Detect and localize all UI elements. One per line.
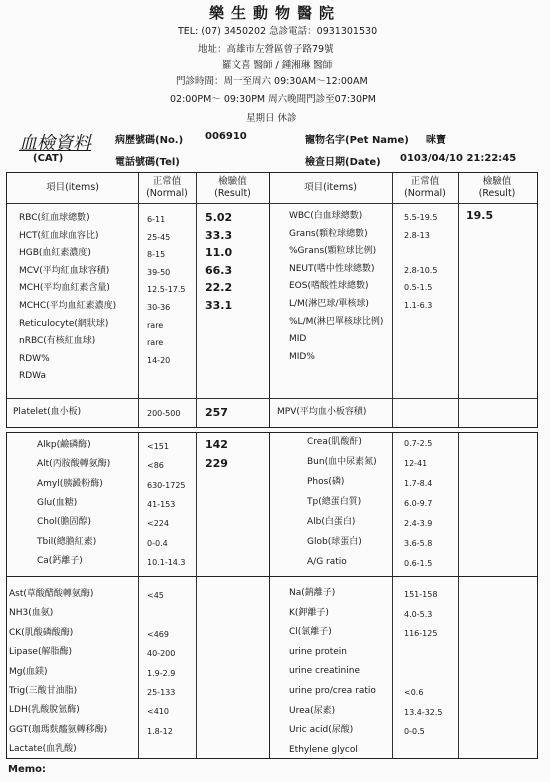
- clinic-hours-line1: 門診時間：周一至周六 09:30AM～12:00AM: [176, 76, 368, 87]
- clinic-hours-line2: 02:00PM～ 09:30PM 周六晚間門診至07:30PM: [170, 94, 376, 105]
- test-result: 229: [205, 457, 228, 471]
- species: (CAT): [33, 153, 64, 164]
- normal-range: 2.8-10.5: [404, 265, 438, 275]
- normal-range: 2.8-13: [404, 230, 430, 240]
- test-name: Bun(血中尿素氮): [307, 457, 377, 467]
- test-result: 22.2: [205, 281, 233, 295]
- test-name: Crea(肌酸酐): [307, 437, 362, 447]
- section-title: 血檢資料: [19, 133, 91, 154]
- col-header-result-en: (Result): [214, 188, 251, 199]
- test-name: K(鉀離子): [289, 607, 329, 618]
- normal-range: 0.5-1.5: [404, 283, 433, 293]
- test-result: 11.0: [205, 246, 233, 260]
- normal-range: 0.7-2.5: [404, 439, 433, 448]
- col-header-result: 檢驗值: [482, 176, 512, 187]
- memo-label: Memo:: [8, 764, 47, 775]
- test-name: HGB(血紅素濃度): [19, 248, 91, 259]
- normal-range: 25-133: [147, 688, 176, 697]
- test-name: A/G ratio: [307, 557, 347, 567]
- test-name: Na(鈉離子): [289, 588, 336, 598]
- test-name: Alkp(鹼磷酶): [37, 440, 91, 450]
- normal-range: 12-41: [404, 459, 428, 468]
- date-label: 檢查日期(Date): [305, 157, 381, 168]
- test-result: 33.1: [205, 299, 233, 312]
- cbc-table: [6, 172, 538, 428]
- test-name: nRBC(有核紅血球): [19, 336, 96, 347]
- normal-range: rare: [147, 338, 164, 348]
- test-name: Reticulocyte(網狀球): [19, 318, 109, 329]
- test-name: Chol(膽固醇): [37, 517, 92, 528]
- test-name: Amyl(胰澱粉酶): [37, 478, 103, 489]
- test-name: Trig(三酸甘油脂): [9, 686, 78, 696]
- test-name: GGT(珈瑪麩醯氨轉移酶): [9, 724, 108, 735]
- col-header-normal-en: (Normal): [404, 188, 446, 199]
- test-name: LDH(乳酸脫氫酶): [9, 705, 80, 716]
- test-name: Ast(草酸醋酸轉氨酶): [9, 589, 94, 599]
- test-name: L/M(淋巴球/單核球): [289, 299, 369, 309]
- normal-range: 10.1-14.3: [147, 557, 186, 567]
- col-header-normal: 正常值: [152, 176, 182, 187]
- col-header-normal-en: (Normal): [146, 188, 188, 199]
- test-result: 19.5: [466, 209, 494, 222]
- test-name: %Grans(顆粒球比例): [289, 246, 377, 257]
- record-label: 病歷號碼(No.): [115, 135, 184, 146]
- normal-range: rare: [147, 320, 164, 330]
- platelet-normal: 200-500: [147, 409, 181, 418]
- normal-range: 0-0.4: [147, 538, 168, 548]
- platelet-result: 257: [205, 406, 228, 419]
- test-name: EOS(嗜酸性球總數): [289, 281, 369, 292]
- mpv-name: MPV(平均血小板容積): [277, 407, 367, 417]
- platelet-name: Platelet(血小板): [13, 407, 82, 417]
- clinic-closed-day: 星期日 休診: [246, 113, 297, 124]
- pet-name-label: 寵物名字(Pet Name): [305, 135, 409, 146]
- test-name: Mg(血鎂): [9, 666, 48, 677]
- test-name: urine pro/crea ratio: [289, 686, 376, 696]
- normal-range: 39-50: [147, 267, 171, 277]
- normal-range: 116-125: [404, 629, 438, 639]
- test-name: HCT(紅血球血容比): [19, 230, 99, 241]
- normal-range: 6.0-9.7: [404, 499, 433, 508]
- test-name: Lipase(解脂酶): [9, 647, 72, 658]
- clinic-name: 樂生動物醫院: [208, 4, 341, 22]
- normal-range: 40-200: [147, 649, 176, 659]
- test-name: RDW%: [19, 353, 50, 364]
- normal-range: 1.7-8.4: [404, 479, 433, 488]
- test-name: Grans(顆粒球總數): [289, 228, 368, 239]
- col-header-normal: 正常值: [410, 176, 440, 187]
- clinic-phone: TEL: (07) 3450202 急診電話：0931301530: [178, 26, 378, 37]
- test-name: CK(肌酸磷酸酶): [9, 627, 74, 638]
- normal-range: 12.5-17.5: [147, 285, 186, 295]
- normal-range: 25-45: [147, 232, 171, 242]
- normal-range: 1.1-6.3: [404, 301, 433, 310]
- test-name: Alb(白蛋白): [307, 517, 356, 527]
- normal-range: <45: [147, 591, 164, 600]
- test-name: urine creatinine: [289, 666, 360, 677]
- test-name: Cl(氯離子): [289, 627, 332, 638]
- test-name: MCH(平均血紅素含量): [19, 283, 110, 294]
- test-name: Phos(磷): [307, 477, 345, 487]
- test-name: urine protein: [289, 646, 347, 657]
- normal-range: 8-15: [147, 250, 166, 260]
- normal-range: <410: [147, 707, 169, 717]
- test-name: MID%: [289, 351, 315, 362]
- test-name: Tbil(總膽紅素): [37, 536, 97, 547]
- col-header-result-en: (Result): [478, 188, 516, 199]
- test-name: MCV(平均紅血球容積): [19, 265, 110, 276]
- normal-range: 6-11: [147, 215, 166, 224]
- normal-range: 4.0-5.3: [404, 609, 433, 619]
- test-name: Glu(血糖): [37, 497, 78, 508]
- test-name: Tp(總蛋白質): [307, 497, 362, 507]
- test-name: Ethylene glycol: [289, 744, 358, 755]
- normal-range: 2.4-3.9: [404, 519, 433, 528]
- normal-range: 41-153: [147, 499, 176, 509]
- normal-range: <0.6: [404, 688, 424, 697]
- record-number: 006910: [205, 131, 247, 142]
- clinic-vets: 羅文喜 醫師 / 鍾湘琳 醫師: [222, 60, 333, 71]
- normal-range: 1.9-2.9: [147, 668, 176, 678]
- normal-range: <224: [147, 519, 169, 529]
- normal-range: 13.4-32.5: [404, 707, 443, 717]
- test-name: Alt(丙胺酸轉氨酶): [37, 459, 111, 470]
- test-name: Urea(尿素): [289, 705, 336, 716]
- pet-name: 咪寶: [426, 135, 446, 146]
- test-name: RBC(紅血球總數): [19, 213, 90, 223]
- test-name: Glob(球蛋白): [307, 537, 362, 547]
- chemistry-table-2: [6, 576, 538, 759]
- chemistry-table-1: [6, 432, 538, 577]
- test-result: 33.3: [205, 228, 233, 242]
- test-name: Uric acid(尿酸): [289, 725, 354, 736]
- exam-date: 0103/04/10 21:22:45: [400, 153, 517, 164]
- test-name: Ca(鈣離子): [37, 555, 83, 566]
- test-result: 142: [205, 438, 228, 451]
- normal-range: 5.5-19.5: [404, 213, 438, 222]
- test-name: Lactate(血乳酸): [9, 744, 77, 755]
- normal-range: 0.6-1.5: [404, 559, 433, 568]
- test-result: 66.3: [205, 263, 233, 277]
- normal-range: <469: [147, 629, 169, 639]
- phone-label: 電話號碼(Tel): [115, 157, 180, 168]
- normal-range: 630-1725: [147, 480, 186, 490]
- normal-range: 14-20: [147, 355, 171, 365]
- test-name: MCHC(平均血紅素濃度): [19, 301, 117, 311]
- test-name: %L/M(淋巴單核球比例): [289, 316, 384, 327]
- normal-range: 0-0.5: [404, 727, 425, 737]
- col-header-result: 檢驗值: [218, 176, 247, 187]
- col-header-item: 項目(items): [304, 182, 357, 193]
- test-name: NH3(血氨): [9, 608, 54, 619]
- test-name: MID: [289, 334, 307, 345]
- test-result: 5.02: [205, 211, 233, 224]
- normal-range: 30-36: [147, 303, 171, 312]
- normal-range: <151: [147, 442, 169, 451]
- col-header-item: 項目(items): [46, 182, 99, 193]
- test-name: RDWa: [19, 371, 47, 382]
- test-name: NEUT(嗜中性球總數): [289, 263, 375, 274]
- normal-range: 1.8-12: [147, 726, 173, 736]
- test-name: WBC(白血球總數): [289, 211, 363, 221]
- normal-range: <86: [147, 461, 164, 471]
- normal-range: 151-158: [404, 590, 438, 599]
- clinic-address: 地址：高雄市左營區曾子路79號: [198, 44, 334, 55]
- normal-range: 3.6-5.8: [404, 539, 433, 548]
